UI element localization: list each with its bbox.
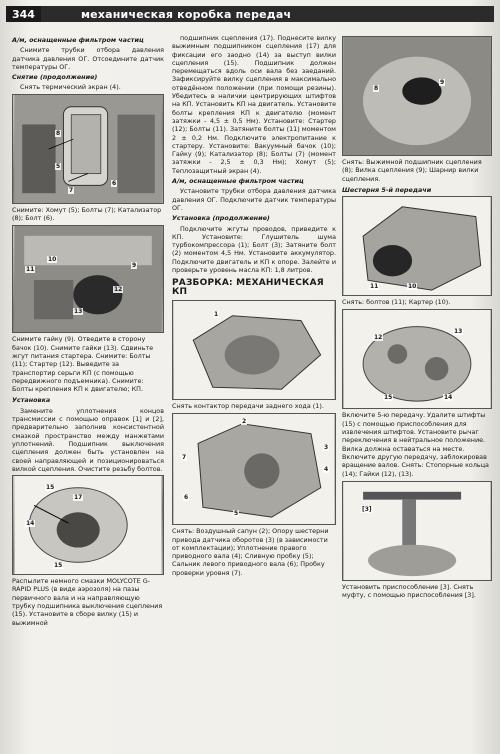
para-install: Замените уплотнения концов трансмиссии с помощью оправок [1] и [2], предварительно заполнив консистентной смазкой пространство между манжетами уплотнений. Подшипник выключения сцепления должен быть установлен на своей направляющей и позиционироваться вилкой сцепления. Очистите резьбу болтов. bbox=[12, 406, 164, 473]
figure-catalyst: 8 5 7 6 bbox=[12, 94, 164, 204]
figure-shaft: 12 13 15 14 bbox=[342, 309, 492, 409]
figure-fork-caption: Распылите немного смазки MOLYCOTE G-RAPID PLUS (в виде аэрозоля) на пазы первичного вала и на направляющую трубку подшипника выключения сцепления (15). Установите в сборе вилку (15) и выжимной bbox=[12, 577, 163, 627]
figure-plugs: 2 3 4 7 6 5 bbox=[172, 413, 336, 525]
column-1 bbox=[12, 34, 164, 630]
starter-illustration bbox=[13, 226, 163, 332]
fork-illustration bbox=[13, 476, 163, 574]
para-continue: подшипник сцепления (17). Поднесите вилку выжимным подшипником сцепления (17) для фиксации его заодно (14) за выступ вилки сцепления (15). Подшипник должен перемещаться вдоль оси вала без заеданий. Зафиксируйте вилку сцепления в максимально отведённом положении (при помощи резины). Убедитесь в наличии центрирующих штифтов на КП. Установить КП на двигатель. Установите болты крепления КП к двигателю (момент затяжки - 4,5 ± 0,5 Нм). Установите: Стартер (12); Болты (11). Затяните болты (11) моментом 2 ± 0,2 Нм. Подключите электропитание к стартеру. Установите: Вакуумный бачок (10); Гайку (9); Катализатор (8); Болты (7) (момент затяжки - 2,5 ± 0,3 Нм); Хомут (5); Теплозащитный экран (4). bbox=[172, 34, 336, 175]
para-shield: Снять термический экран (4). bbox=[20, 83, 121, 92]
para-install-cont: Подключите жгуты проводов, приведите к КП. Установите: Глушитель шума турбокомпрессора (1); Болт (3); Затяните болт (2) моментом 4,5 Нм. Установите аккумулятор. Подключите двигатель и КП к опоре. Залейте и проверьте уровень масла КП: 1,8 литров. bbox=[172, 224, 336, 275]
bearing-illustration bbox=[343, 37, 491, 155]
figure-bearing-caption: Снять: Выжимной подшипник сцепления (8); Вилка сцепления (9); Шарнир вилки сцепления. bbox=[342, 158, 482, 183]
column-2 bbox=[172, 34, 336, 580]
figure-housing-caption: Снять: болтов (11); Картер (10). bbox=[342, 298, 451, 307]
figure-starter-caption: Снимите гайку (9). Отведите в сторону бачок (10). Снимите гайки (13). Сдвиньте жгут питания стартера. Снимите: Болты (11); Стартер (12). Выведите за транспортир серьги КП (с помощью передвижного подъемника). Снимите: Болты крепления КП к двигателю; КП. bbox=[12, 335, 154, 394]
figure-tool: [3] bbox=[342, 481, 492, 581]
section-title: механическая коробка передач bbox=[80, 7, 292, 21]
tool-illustration bbox=[343, 482, 491, 580]
figure-plugs-caption: Снять: Воздушный сапун (2); Опору шестерни привода датчика оборотов (3) (в зависимости от комплектации); Уплотнение правого приводного вала (4); Сливную пробку (5); Сальник левого приводного вала (6); Пробку проверки уровня (7). bbox=[172, 527, 329, 577]
heading-install-cont: Установка (продолжение) bbox=[172, 214, 270, 223]
figure-bearing: 8 9 bbox=[342, 36, 492, 156]
figure-housing: 11 10 bbox=[342, 196, 492, 296]
heading-fap: А/м, оснащенные фильтром частиц bbox=[12, 36, 144, 44]
figure-starter: 11 10 9 12 13 bbox=[12, 225, 164, 333]
para-fap: Снимите трубки отбора давления датчика давления ОГ. Отсоедините датчик температуры ОГ. bbox=[12, 46, 164, 71]
heading-removal: Снятие (продолжение) bbox=[12, 73, 98, 82]
column-3 bbox=[342, 34, 492, 602]
heading-gears: Шестерня 5-й передачи bbox=[342, 185, 432, 194]
figure-tool-caption: Установить приспособление [3]. Снять муфту, с помощью приспособления [3]. bbox=[342, 582, 476, 600]
plugs-illustration bbox=[173, 414, 335, 524]
figure-fork: 15 17 14 15 bbox=[12, 475, 164, 575]
housing-illustration bbox=[343, 197, 491, 295]
figure-catalyst-caption: Снимите: Хомут (5); Болты (7); Катализатор (8); Болт (6). bbox=[12, 205, 162, 223]
page-header bbox=[6, 6, 494, 22]
para-fap-2: Установите трубки отбора давления датчика давления ОГ. Подключите датчик температуры ОГ. bbox=[172, 187, 336, 212]
section-heading: РАЗБОРКА: МЕХАНИЧЕСКАЯ КП bbox=[172, 278, 324, 297]
figure-gearbox-caption: Снять контактор передачи заднего хода (1). bbox=[172, 401, 324, 410]
heading-install: Установка bbox=[12, 396, 51, 405]
figure-gearbox: 1 bbox=[172, 300, 336, 400]
heading-fap-2: А/м, оснащенные фильтром частиц bbox=[172, 177, 304, 186]
gearbox-illustration bbox=[173, 301, 335, 399]
shaft-illustration bbox=[343, 310, 491, 408]
catalyst-illustration bbox=[13, 95, 163, 203]
figure-shaft-caption: Включите 5-ю передачу. Удалите штифты (15) с помощью приспособления для извлечения штифтов. Установите рычаг переключения в нейтральное положение. Вилка должна оставаться на месте. Включите другую передачу, заблокировав вращение валов. Снять: Стопорные кольца (14); Гайки (12), (13). bbox=[342, 411, 489, 478]
page-number: 344 bbox=[6, 6, 41, 22]
